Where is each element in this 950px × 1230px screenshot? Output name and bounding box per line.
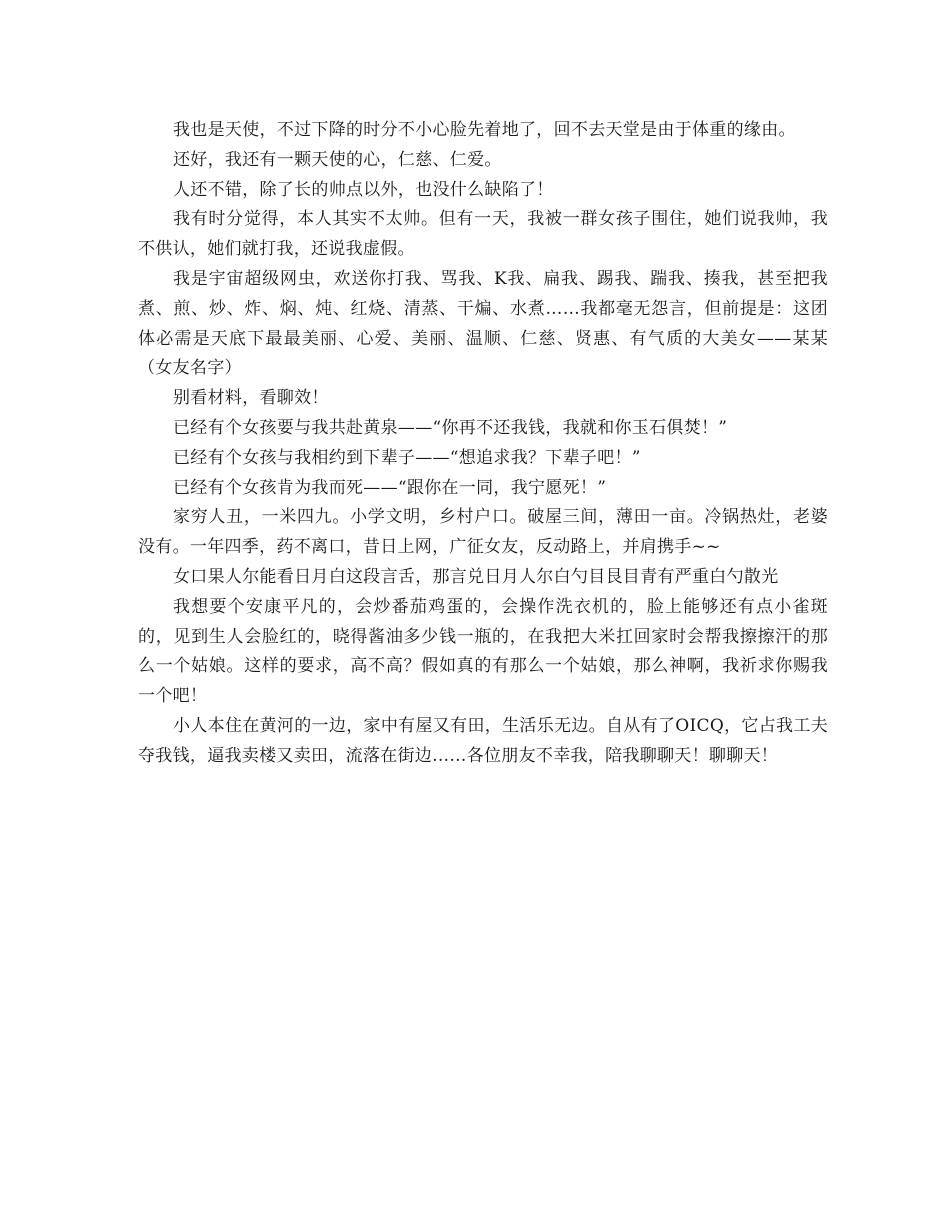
paragraph-9: 已经有个女孩肯为我而死——“跟你在一同，我宁愿死！” (173, 477, 607, 498)
paragraph-7: 已经有个女孩要与我共赴黄泉——“你再不还我钱，我就和你玉石俱焚！” (173, 417, 728, 438)
document-body (138, 116, 828, 772)
paragraph-2: 还好，我还有一颗天使的心，仁慈、仁爱。 (173, 149, 502, 170)
paragraph-12: 我想要个安康平凡的，会炒番茄鸡蛋的，会操作洗衣机的，脸上能够还有点小雀斑的，见到生人会脸红的，晓得酱油多少钱一瓶的，在我把大米扛回家时会帮我擦擦汗的那么一个姑娘。这样的要求，高不高？假如真的有那么一个姑娘，那么神啊，我祈求你赐我一个吧！ (138, 596, 828, 707)
paragraph-3: 人还不错，除了长的帅点以外，也没什么缺陷了！ (173, 179, 554, 200)
paragraph-5: 我是宇宙超级网虫，欢送你打我、骂我、K我、扁我、踢我、踹我、揍我，甚至把我煮、煎、炒、炸、焖、炖、红烧、清蒸、干煸、水煮……我都毫无怨言，但前提是：这团体必需是天底下最最美丽、心爱、美丽、温顺、仁慈、贤惠、有气质的大美女——某某（女友名字） (138, 268, 828, 379)
paragraph-8: 已经有个女孩与我相约到下辈子——“想追求我？下辈子吧！” (173, 447, 641, 468)
paragraph-10: 家穷人丑，一米四九。小学文明，乡村户口。破屋三间，薄田一亩。冷锅热灶，老婆没有。一年四季，药不离口，昔日上网，广征女友，反动路上，并肩携手~~ (138, 507, 828, 558)
paragraph-11: 女口果人尔能看日月白这段言舌，那言兑日月人尔白勺目艮目青有严重白勺散光 (173, 566, 779, 587)
paragraph-1: 我也是天使，不过下降的时分不小心脸先着地了，回不去天堂是由于体重的缘由。 (173, 120, 796, 140)
paragraph-4: 我有时分觉得，本人其实不太帅。但有一天，我被一群女孩子围住，她们说我帅，我不供认，她们就打我，还说我虚假。 (138, 209, 828, 260)
paragraph-13: 小人本住在黄河的一边，家中有屋又有田，生活乐无边。自从有了OICQ，它占我工夫夺我钱，逼我卖楼又卖田，流落在街边……各位朋友不幸我，陪我聊聊天！聊聊天！ (138, 715, 828, 766)
paragraph-6: 别看材料，看聊效！ (173, 388, 329, 409)
